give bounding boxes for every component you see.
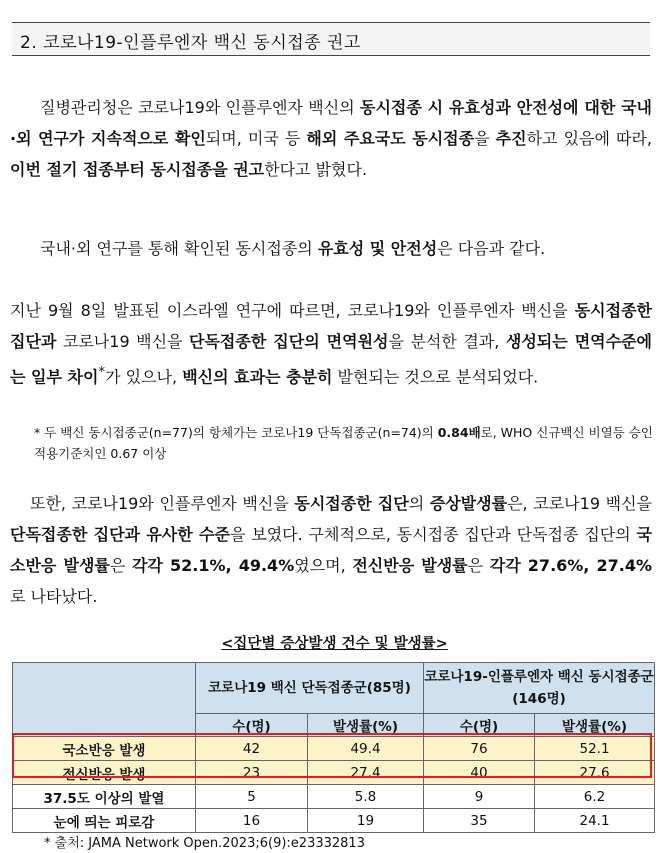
symptom-table xyxy=(12,662,655,833)
emphasis-text: 단독접종한 집단과 유사한 수준 xyxy=(10,525,230,544)
sub-header: 발생률(%) xyxy=(535,714,655,737)
cell: 52.1 xyxy=(535,737,655,761)
body-text: 하고 있음에 따라, xyxy=(526,129,653,148)
body-text: 질병관리청은 코로나19와 인플루엔자 백신의 xyxy=(40,98,361,117)
table-row xyxy=(13,785,655,809)
emphasis-text: 단독접종한 집단의 면역원성 xyxy=(189,332,389,351)
body-text: 은, 코로나19 백신을 xyxy=(507,494,653,513)
body-text: 을 분석한 결과, xyxy=(388,332,506,351)
body-text: 가 있으나, xyxy=(105,367,183,387)
cell: 42 xyxy=(196,737,308,761)
paragraph-4 xyxy=(10,488,652,612)
body-text: 되며, 미국 등 xyxy=(205,129,307,148)
table-corner xyxy=(13,663,196,737)
emphasis-text: 이번 절기 접종부터 동시접종을 권고 xyxy=(10,160,265,179)
cell: 49.4 xyxy=(308,737,424,761)
body-text: 은 다음과 같다. xyxy=(437,239,546,258)
body-text: 의 xyxy=(408,494,430,513)
body-text: 지난 9월 8일 발표된 이스라엘 연구에 따르면, 코로나19와 인플루엔자 백신을 xyxy=(10,301,575,320)
body-text: * xyxy=(98,365,106,380)
body-text: 또한, 코로나19와 인플루엔자 백신을 xyxy=(30,494,295,513)
cell: 27.4 xyxy=(308,761,424,785)
emphasis-text: 증상발생률 xyxy=(429,494,508,513)
emphasis-text: 동시접종한 집단 xyxy=(294,494,409,513)
sub-header: 수(명) xyxy=(196,714,308,737)
row-label: 전신반응 발생 xyxy=(13,761,196,785)
cell: 35 xyxy=(424,809,535,833)
body-text: 로, WHO 신규백신 비열등 승인 적용기준치인 0.67 이상 xyxy=(34,425,653,461)
cell: 5.8 xyxy=(308,785,424,809)
body-text: 로 나타났다. xyxy=(10,587,98,606)
table-row xyxy=(13,809,655,833)
cell: 9 xyxy=(424,785,535,809)
cell: 6.2 xyxy=(535,785,655,809)
paragraph-2 xyxy=(10,233,652,264)
row-label: 국소반응 발생 xyxy=(13,737,196,761)
table-row xyxy=(13,737,655,761)
group2-header: 코로나19-인플루엔자 백신 동시접종군(146명) xyxy=(424,663,655,714)
sub-header: 수(명) xyxy=(424,714,535,737)
sub-header: 발생률(%) xyxy=(308,714,424,737)
emphasis-text: 0.84배 xyxy=(437,425,481,440)
cell: 27.6 xyxy=(535,761,655,785)
body-text: 은 xyxy=(467,556,490,575)
row-label: 37.5도 이상의 발열 xyxy=(13,785,196,809)
cell: 40 xyxy=(424,761,535,785)
emphasis-text: 각각 27.6%, 27.4% xyxy=(489,556,653,575)
cell: 5 xyxy=(196,785,308,809)
cell: 24.1 xyxy=(535,809,655,833)
body-text: 은 xyxy=(109,556,132,575)
cell: 19 xyxy=(308,809,424,833)
body-text: 을 xyxy=(474,129,496,148)
table-row xyxy=(13,761,655,785)
emphasis-text: 생성되는 면역수준에는 일부 차이 xyxy=(10,332,652,387)
body-text: 한다고 밝혔다. xyxy=(264,160,368,179)
cell: 76 xyxy=(424,737,535,761)
emphasis-text: 동시접종 시 유효성과 안전성에 대한 국내·외 연구가 지속적으로 확인 xyxy=(10,98,652,148)
group1-header: 코로나19 백신 단독접종군(85명) xyxy=(196,663,424,714)
emphasis-text: 전신반응 발생률 xyxy=(352,556,468,575)
body-text: 였으며, xyxy=(294,556,353,575)
emphasis-text: 백신의 효과는 충분히 xyxy=(182,367,333,387)
body-text: 국내·외 연구를 통해 확인된 동시접종의 xyxy=(40,239,318,258)
cell: 23 xyxy=(196,761,308,785)
paragraph-3 xyxy=(10,295,652,392)
body-text: * 두 백신 동시접종군(n=77)의 항체가는 코로나19 단독접종군(n=74)의 xyxy=(34,425,438,440)
body-text: 코로나19 백신을 xyxy=(56,332,190,351)
row-label: 눈에 띄는 피로감 xyxy=(13,809,196,833)
body-text: 을 보였다. 구체적으로, 동시접종 집단과 단독접종 집단의 xyxy=(229,525,637,544)
footnote xyxy=(34,422,654,464)
section-header xyxy=(12,22,650,56)
emphasis-text: 유효성 및 안전성 xyxy=(317,239,438,258)
emphasis-text: 추진 xyxy=(495,129,527,148)
section-title: 2. 코로나19-인플루엔자 백신 동시접종 권고 xyxy=(20,33,361,53)
table-title: <집단별 증상발생 건수 및 발생률> xyxy=(221,636,448,652)
emphasis-text: 각각 52.1%, 49.4% xyxy=(131,556,295,575)
body-text: 발현되는 것으로 분석되었다. xyxy=(332,367,539,387)
source-note: * 출처: JAMA Network Open.2023;6(9):e23332813 xyxy=(44,836,365,851)
emphasis-text: 해외 주요국도 동시접종 xyxy=(306,129,475,148)
emphasis-text: 국소반응 발생률 xyxy=(10,525,653,575)
cell: 16 xyxy=(196,809,308,833)
paragraph-1 xyxy=(10,92,652,185)
emphasis-text: 동시접종한 집단과 xyxy=(10,301,652,351)
